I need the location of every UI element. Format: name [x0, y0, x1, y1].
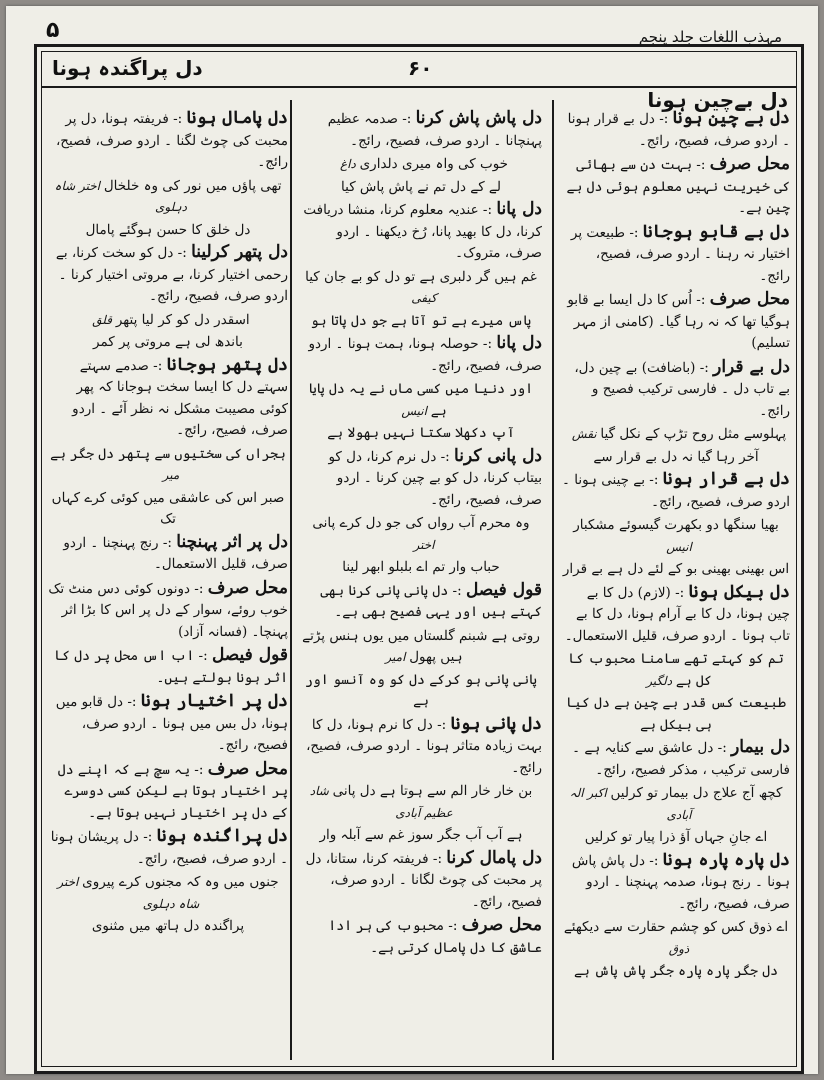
entry-definition: :- بہت دن سے بھائی کی خیریت نہیں معلوم ہوئی دل بے چین ہے۔ [566, 157, 790, 216]
dictionary-entry [48, 242, 288, 308]
entry-definition: :- رنج پہنچنا ۔ اردو صرف، قلیل الاستعمال۔ [63, 534, 288, 572]
entry-headword: محل صرف [461, 915, 542, 935]
poet-name: ذوق [668, 941, 690, 956]
verse-line [300, 267, 542, 310]
verse-line [300, 557, 542, 579]
page-frame-inner [41, 51, 797, 1067]
book-title: مہذب اللغات جلد پنجم [638, 28, 782, 46]
entry-definition: :- فریفتہ ہونا، دل پر محبت کی چوٹ لگنا ۔ اردو صرف، فصیح، رائج۔ [55, 111, 288, 170]
verse-line [300, 513, 542, 556]
poet-name: اکبر الہ آبادی [569, 786, 692, 822]
verse-line [300, 379, 542, 422]
poet-name: دلگیر [646, 673, 676, 688]
entry-definition: :- طبیعت پر اختیار نہ رہنا ۔ اردو صرف، فصیح، رائج۔ [570, 224, 790, 284]
poet-name: اختر شاہ دہلوی [54, 178, 187, 214]
entry-headword: دل پاش پاش کرنا [415, 108, 542, 128]
entry-definition: :- دل نرم کرنا، دل کو بیتاب کرنا، دل کو بے چین کرنا ۔ اردو صرف، فصیح، رائج۔ [328, 448, 542, 508]
entry-definition: :- اب اس محل پر دل کا اثر ہونا بولتے ہیں۔ [54, 648, 288, 686]
verse-text: آخر رہا گیا نہ دل بے قرار سے [593, 448, 759, 465]
verse-text: ہجراں کی سختیوں سے پتھر دل جگر ہے [50, 445, 286, 462]
poet-name: کیفی [411, 291, 437, 305]
verse-line [48, 872, 288, 915]
poet-name: قلق [92, 312, 116, 327]
verse-line [300, 670, 542, 713]
entry-definition: :- صدمہ عظیم پہنچانا ۔ اردو صرف، فصیح، رائج۔ [327, 111, 542, 149]
verse-text: پراگندہ دل ہاتھ میں مثنوی [91, 918, 245, 934]
verse-line [562, 447, 790, 469]
entry-definition: :- فریفتہ کرنا، ستانا، دل پر محبت کی چوٹ لگانا ۔ اردو صرف، فصیح، رائج۔ [305, 850, 542, 910]
poet-name: اختر شاہ دہلوی [57, 875, 200, 911]
entry-headword: قول فیصل [211, 645, 288, 665]
entry-headword: دل پتھر ہوجانا [166, 354, 288, 375]
dictionary-entry [562, 154, 790, 220]
verse-text: باندھ لی ہے مروتی پر کمر [93, 334, 243, 350]
verse-text: اور دنیا میں کسی ماں نے یہ دل پایا ہے [308, 381, 534, 419]
verse-text: آپ دکھلا سکتا نہیں بھولا ہے [327, 425, 515, 441]
running-heading-left: دل پراگندہ ہونا [52, 56, 203, 80]
verse-text: روتی ہے شبنم گلستاں میں یوں ہنس پڑتے ہیں پھول [302, 627, 540, 665]
verse-line [562, 649, 790, 692]
poet-name: اختر [413, 537, 435, 552]
entry-headword: قول فیصل [465, 579, 542, 600]
entry-definition: :- (باضافت) بے چین دل، بے تاب دل ۔ فارسی ترکیب فصیح و رائج۔ [574, 359, 790, 419]
verse-line [300, 423, 542, 445]
page-number: ۶۰ [408, 56, 433, 80]
entry-definition: :- دل پریشان ہونا ۔ اردو صرف، فصیح، رائج۔ [50, 829, 288, 867]
verse-text: اے ذوق کس کو چشم حقارت سے دیکھئے [563, 919, 789, 935]
verse-line [48, 332, 288, 354]
verse-line [48, 176, 288, 219]
entry-definition: :- دل پانی پانی کرنا بھی کہتے ہیں اور یہی فصیح بھی ہے۔ [320, 582, 542, 620]
entry-definition: :- یہ سچ ہے کہ اپنے دل پر اختیار ہوتا ہے لیکن کسی دوسرے کے دل پر اختیار نہیں ہوتا ہے۔ [57, 761, 288, 821]
verse-text: اے جانِ جہاں آؤ ذرا پیار تو کرلیں [584, 829, 768, 845]
entry-headword: دل پر اثر پہنچنا [176, 531, 288, 552]
dictionary-entry [562, 582, 790, 648]
entry-definition: :- دل پاش پاش ہونا ۔ رنج ہونا، صدمہ پہنچنا ۔ اردو صرف، فصیح، رائج۔ [571, 852, 790, 912]
entry-definition: :- دل کو سخت کرنا، بے رحمی اختیار کرنا، بے مروتی اختیار کرنا ۔ اردو صرف، فصیح، رائج۔ [55, 245, 288, 304]
column-divider [290, 100, 292, 1060]
entry-headword: محل صرف [709, 289, 790, 309]
entry-headword: دل بیمار [731, 737, 790, 757]
verse-line [562, 515, 790, 558]
verse-text: تھی پاؤں میں نور کی وہ خلخال [103, 177, 282, 194]
verse-text: طبیعت کس قدر بے چین ہے دل کیا ہی بیکل ہے [566, 695, 786, 733]
verse-text: پہلوسے مثل روح تڑپ کے نکل گیا [600, 426, 787, 442]
entry-headword: دل پانی ہونا [450, 713, 542, 734]
entry-headword: دل بے قابو ہوجانا [642, 221, 790, 242]
document-page [6, 6, 818, 1074]
dictionary-entry [48, 578, 288, 644]
entry-definition: :- اُس کا دل ایسا بے قابو ہوگیا تھا کہ نہ رہا گیا۔ (کامنی از مہر تسلیم) [567, 292, 790, 351]
entry-headword: دل پارہ پارہ ہونا [662, 849, 790, 870]
entry-headword: دل بے قرار ہونا [662, 469, 790, 489]
column-middle [300, 108, 542, 1058]
verse-line [300, 311, 542, 333]
dictionary-entry [300, 580, 542, 624]
poet-name: داغ [339, 157, 360, 171]
verse-line [300, 177, 542, 199]
entry-headword: دل پراگندہ ہونا [156, 826, 288, 846]
entry-definition: :- دل قابو میں ہونا، دل بس میں ہونا ۔ اردو صرف، فصیح، رائج۔ [55, 694, 288, 753]
entry-headword: دل پانا [496, 333, 542, 353]
running-heading-right: دل بےچین ہونا [647, 88, 788, 112]
entry-definition: :- دل عاشق سے کنایہ ہے ۔ فارسی ترکیب ، مذکر فصیح، رائج۔ [572, 740, 790, 778]
verse-line [48, 310, 288, 332]
verse-line [562, 424, 790, 446]
running-header [42, 52, 796, 88]
dictionary-entry [300, 848, 542, 914]
dictionary-entry [300, 199, 542, 265]
entry-definition: :- دل بے قرار ہونا ۔ اردو صرف، فصیح، رائج۔ [567, 111, 790, 149]
page-frame [34, 44, 804, 1074]
entry-headword: دل بے چین ہونا [672, 108, 790, 128]
entry-definition: :- بے چینی ہونا ۔ اردو صرف، فصیح، رائج۔ [562, 472, 790, 510]
verse-text: حباب وار تم اے بلبلو ابھر لینا [342, 559, 500, 575]
verse-text: لے کے دل تم نے پاش پاش کیا [341, 178, 501, 195]
verse-line [562, 559, 790, 581]
dictionary-entry [300, 446, 542, 512]
column-left [48, 108, 288, 1058]
verse-text: صبر اس کی عاشقی میں کوئی کرے کہاں تک [51, 489, 285, 527]
dictionary-entry [48, 355, 288, 442]
dictionary-entry [562, 289, 790, 355]
entry-headword: دل پر اختیار ہونا [140, 691, 288, 711]
dictionary-entry [48, 826, 288, 870]
dictionary-entry [48, 645, 288, 689]
dictionary-entry [562, 222, 790, 288]
entry-headword: دل پامال ہونا [186, 108, 288, 128]
entry-headword: دل بیکل ہونا [688, 581, 790, 602]
verse-line [48, 220, 288, 242]
verse-line [48, 444, 288, 487]
dictionary-entry [300, 108, 542, 152]
dictionary-entry [48, 691, 288, 757]
entry-definition: :- حوصلہ ہونا، ہمت ہونا ۔ اردو صرف، فصیح، رائج۔ [308, 336, 542, 374]
verse-line [300, 825, 542, 847]
verse-text: پانی پانی ہو کرکے دل کو وہ آنسو اور ہے [304, 671, 538, 709]
entry-definition: :- محبوب کی ہر ادا عاشق کا دل پامال کرتی ہے۔ [328, 918, 542, 956]
entry-headword: محل صرف [207, 758, 288, 779]
verse-line [300, 626, 542, 669]
dictionary-entry [300, 915, 542, 959]
verse-text: بھیا سنگھا دو بکھرت گیسوئے مشکبار [573, 517, 779, 533]
verse-line [48, 488, 288, 531]
dictionary-entry [562, 357, 790, 423]
entry-definition: :- دونوں کوئی دس منٹ تک خوب روئے، سوار کے دل پر اس کا بڑا اثر پہنچا۔ (فسانہ آزاد) [48, 580, 288, 640]
column-right [562, 108, 790, 1058]
verse-line [562, 827, 790, 849]
dictionary-entry [48, 759, 288, 825]
poet-name: انیس [666, 539, 692, 554]
entry-headword: دل پامال کرنا [446, 847, 542, 868]
poet-name: شاد عظیم آبادی [309, 784, 453, 820]
poet-name: انیس [401, 403, 431, 418]
dictionary-entry [48, 108, 288, 174]
entry-headword: دل پتھر کرلینا [191, 242, 288, 262]
verse-text: خوب کی واہ میری دلداری [359, 156, 509, 172]
corner-number: ۵ [46, 18, 60, 43]
verse-text: ہے آب آب جگر سوز غم سے آبلہ وار [319, 827, 523, 843]
verse-text: تم کو کہتے تھے سامنا محبوب کا کل ہے [568, 651, 784, 689]
verse-line [48, 916, 288, 938]
entry-definition: :- (لازم) دل کا بے چین ہونا، دل کا بے آرام ہونا، دل کا بے تاب ہونا ۔ اردو صرف، قلیل الاستعمال۔ [564, 584, 790, 644]
verse-text: اس بھینی بھینی بو کے لئے دل ہے بے قرار [562, 561, 790, 577]
verse-line [300, 781, 542, 824]
verse-line [562, 783, 790, 826]
entry-headword: دل بے قرار [713, 356, 790, 377]
dictionary-entry [562, 850, 790, 916]
dictionary-entry [48, 532, 288, 576]
column-divider [552, 100, 554, 1060]
verse-line [562, 693, 790, 736]
verse-text: کچھ آج علاج دل بیمار تو کرلیں [610, 785, 783, 801]
verse-text: دل خلق کا حسن ہوگئے پامال [85, 221, 251, 238]
dictionary-entry [300, 333, 542, 377]
entry-headword: محل صرف [709, 154, 790, 174]
entry-headword: دل پانی کرنا [454, 445, 542, 466]
dictionary-entry [300, 714, 542, 780]
verse-text: بن خار خار الم سے ہوتا ہے دل پانی [332, 783, 533, 799]
verse-text: پاس میرے ہے تو آتا ہے جو دل پاتا ہو [310, 312, 532, 329]
entry-definition: :- عندیہ معلوم کرنا، منشا دریافت کرنا، دل کا بھید پانا، رُخ دیکھنا ۔ اردو صرف، متروک۔ [303, 202, 542, 261]
verse-line [562, 961, 790, 983]
entry-definition: :- دل کا نرم ہونا، دل کا بہت زیادہ متاثر ہونا ۔ اردو صرف، فصیح، رائج۔ [306, 716, 542, 776]
verse-text: وہ محرم آب رواں کی جو دل کرے پانی [312, 515, 530, 531]
entry-headword: محل صرف [207, 577, 288, 598]
dictionary-entry [562, 469, 790, 513]
verse-text: اسقدر دل کو کر لیا پتھر [115, 311, 250, 328]
poet-name: نقش [571, 427, 601, 441]
poet-name: امیر [385, 650, 410, 664]
dictionary-entry [562, 108, 790, 152]
verse-text: دل جگر پارہ پارہ جگر پاش پاش ہے [573, 963, 779, 979]
entry-definition: :- صدمے سہتے سہتے دل کا ایسا سخت ہوجانا کہ پھر کوئی مصیبت مشکل نہ نظر آئے ۔ اردو صرف، فصیح، رائج۔ [72, 357, 288, 438]
verse-text: غم ہیں گر دلبری ہے تو دل کو بے جان کیا [305, 268, 537, 285]
verse-text: جنوں میں وہ کہ مجنوں کرے پیروی [82, 874, 279, 890]
poet-name: میر [162, 468, 180, 482]
verse-line [562, 917, 790, 960]
verse-line [300, 154, 542, 176]
dictionary-entry [562, 737, 790, 781]
entry-headword: دل پانا [496, 199, 542, 219]
